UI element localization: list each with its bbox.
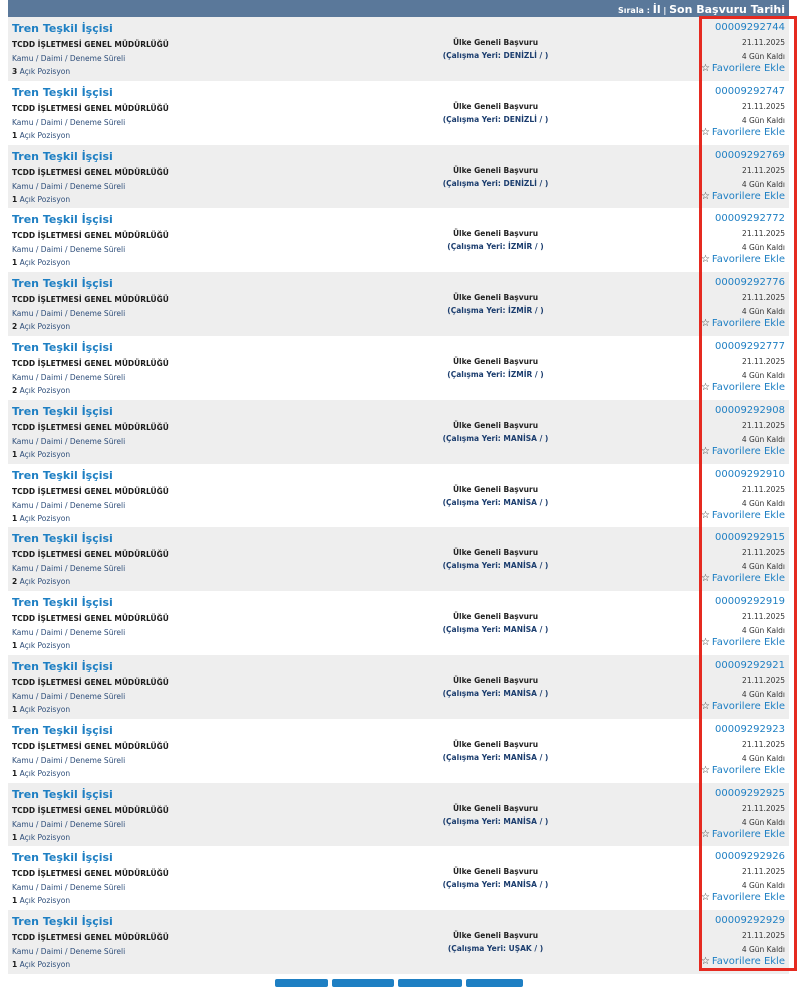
open-positions <box>12 577 70 586</box>
add-to-favorites-button[interactable] <box>690 892 785 903</box>
employment-type: Kamu / Daimi / Deneme Süreli <box>12 181 126 191</box>
days-remaining: 4 Gün Kaldı <box>741 562 785 572</box>
days-remaining: 4 Gün Kaldı <box>741 434 785 444</box>
job-title-link[interactable]: Tren Teşkil İşçisi <box>12 85 113 99</box>
days-remaining: 4 Gün Kaldı <box>741 115 785 125</box>
days-remaining: 4 Gün Kaldı <box>741 626 785 636</box>
work-location: (Çalışma Yeri: DENİZLİ / ) <box>442 51 549 60</box>
open-positions <box>12 386 70 395</box>
sort-prefix: Sırala : <box>617 6 653 15</box>
organization-name: TCDD İŞLETMESİ GENEL MÜDÜRLÜĞÜ <box>12 869 169 879</box>
organization-name: TCDD İŞLETMESİ GENEL MÜDÜRLÜĞÜ <box>12 358 169 368</box>
star-icon: ☆ <box>700 509 710 521</box>
open-positions-count: 1 <box>12 960 18 970</box>
employment-type: Kamu / Daimi / Deneme Süreli <box>12 309 126 319</box>
days-remaining: 4 Gün Kaldı <box>741 881 785 891</box>
favorites-label: Favorilere Ekle <box>711 445 785 457</box>
work-location: (Çalışma Yeri: DENİZLİ / ) <box>442 114 549 124</box>
star-icon: ☆ <box>700 764 710 776</box>
job-id-link[interactable]: 00009292777 <box>715 340 785 352</box>
employment-type: Kamu / Daimi / Deneme Süreli <box>12 245 126 255</box>
open-positions-label: Açık Pozisyon <box>19 258 71 268</box>
add-to-favorites-button[interactable] <box>690 829 785 840</box>
deadline-date: 21.11.2025 <box>742 101 785 111</box>
work-location: (Çalışma Yeri: MANİSA / ) <box>442 880 549 890</box>
open-positions <box>12 514 70 523</box>
job-title-link[interactable]: Tren Teşkil İşçisi <box>12 787 113 801</box>
job-title-link[interactable]: Tren Teşkil İşçisi <box>12 22 113 35</box>
open-positions-count: 1 <box>12 768 18 778</box>
organization-name: TCDD İŞLETMESİ GENEL MÜDÜRLÜĞÜ <box>12 741 169 751</box>
favorites-label: Favorilere Ekle <box>711 892 785 904</box>
open-positions-label: Açık Pozisyon <box>19 130 71 140</box>
job-row <box>8 17 789 81</box>
favorites-label: Favorilere Ekle <box>711 381 785 393</box>
job-row <box>8 208 789 272</box>
application-scope: Ülke Geneli Başvuru <box>452 101 539 111</box>
employment-type: Kamu / Daimi / Deneme Süreli <box>12 500 126 510</box>
job-row <box>8 591 789 655</box>
favorites-label: Favorilere Ekle <box>711 956 785 968</box>
open-positions-count: 2 <box>12 577 18 587</box>
star-icon: ☆ <box>700 190 710 202</box>
job-row <box>8 145 789 209</box>
work-location: (Çalışma Yeri: MANİSA / ) <box>442 688 549 698</box>
favorites-label: Favorilere Ekle <box>711 573 785 585</box>
application-scope: Ülke Geneli Başvuru <box>452 420 539 430</box>
days-remaining: 4 Gün Kaldı <box>741 52 785 61</box>
work-location: (Çalışma Yeri: MANİSA / ) <box>442 433 549 443</box>
star-icon: ☆ <box>700 318 710 330</box>
organization-name: TCDD İŞLETMESİ GENEL MÜDÜRLÜĞÜ <box>12 614 169 624</box>
star-icon: ☆ <box>700 637 710 649</box>
open-positions-count: 1 <box>12 449 18 459</box>
work-location: (Çalışma Yeri: DENİZLİ / ) <box>442 178 549 188</box>
job-row <box>8 527 789 591</box>
open-positions-label: Açık Pozisyon <box>19 385 71 395</box>
open-positions <box>12 641 70 650</box>
add-to-favorites-button[interactable] <box>690 510 785 521</box>
favorites-label: Favorilere Ekle <box>711 700 785 712</box>
open-positions-label: Açık Pozisyon <box>19 322 71 332</box>
job-listing <box>8 17 789 974</box>
deadline-date: 21.11.2025 <box>742 548 785 558</box>
employment-type: Kamu / Daimi / Deneme Süreli <box>12 628 126 638</box>
application-scope: Ülke Geneli Başvuru <box>452 867 539 877</box>
job-title-link[interactable]: Tren Teşkil İşçisi <box>12 915 113 929</box>
open-positions-label: Açık Pozisyon <box>19 449 71 459</box>
add-to-favorites-button[interactable] <box>690 318 785 329</box>
favorites-label: Favorilere Ekle <box>711 126 785 138</box>
job-row <box>8 846 789 910</box>
job-row <box>8 783 789 847</box>
open-positions-label: Açık Pozisyon <box>19 67 71 76</box>
open-positions-label: Açık Pozisyon <box>19 194 71 204</box>
employment-type: Kamu / Daimi / Deneme Süreli <box>12 883 126 893</box>
open-positions <box>12 705 70 714</box>
days-remaining: 4 Gün Kaldı <box>741 243 785 253</box>
deadline-date: 21.11.2025 <box>742 484 785 494</box>
add-to-favorites-button[interactable] <box>690 765 785 776</box>
employment-type: Kamu / Daimi / Deneme Süreli <box>12 947 126 957</box>
employment-type: Kamu / Daimi / Deneme Süreli <box>12 691 126 701</box>
add-to-favorites-button[interactable] <box>690 127 785 138</box>
favorites-label: Favorilere Ekle <box>711 190 785 202</box>
job-id-link[interactable]: 00009292925 <box>715 787 785 799</box>
work-location: (Çalışma Yeri: İZMİR / ) <box>447 306 544 316</box>
application-scope: Ülke Geneli Başvuru <box>452 165 539 175</box>
employment-type: Kamu / Daimi / Deneme Süreli <box>12 117 126 127</box>
deadline-date: 21.11.2025 <box>742 165 785 175</box>
favorites-label: Favorilere Ekle <box>711 63 785 74</box>
job-id-link[interactable]: 00009292921 <box>715 659 785 671</box>
job-title-link[interactable]: Tren Teşkil İşçisi <box>12 149 113 163</box>
deadline-date: 21.11.2025 <box>742 356 785 366</box>
job-id-link[interactable]: 00009292776 <box>715 277 785 289</box>
job-id-link[interactable]: 00009292923 <box>715 723 785 735</box>
star-icon: ☆ <box>700 381 710 393</box>
application-scope: Ülke Geneli Başvuru <box>452 356 539 366</box>
open-positions-label: Açık Pozisyon <box>19 832 71 842</box>
job-id-link[interactable]: 00009292769 <box>715 149 785 161</box>
open-positions-count: 1 <box>12 194 18 204</box>
job-row <box>8 272 789 336</box>
open-positions-label: Açık Pozisyon <box>19 641 71 651</box>
favorites-label: Favorilere Ekle <box>711 764 785 776</box>
job-title-link[interactable]: Tren Teşkil İşçisi <box>12 213 113 227</box>
job-id-link[interactable]: 00009292772 <box>715 213 785 225</box>
favorites-label: Favorilere Ekle <box>711 318 785 330</box>
application-scope: Ülke Geneli Başvuru <box>452 548 539 558</box>
days-remaining: 4 Gün Kaldı <box>741 945 785 955</box>
add-to-favorites-button[interactable] <box>690 956 785 967</box>
work-location: (Çalışma Yeri: MANİSA / ) <box>442 816 549 826</box>
open-positions <box>12 833 70 842</box>
deadline-date: 21.11.2025 <box>742 931 785 941</box>
open-positions-count: 1 <box>12 130 18 140</box>
days-remaining: 4 Gün Kaldı <box>741 179 785 189</box>
job-id-link[interactable]: 00009292919 <box>715 596 785 608</box>
favorites-label: Favorilere Ekle <box>711 254 785 266</box>
work-location: (Çalışma Yeri: MANİSA / ) <box>442 752 549 762</box>
work-location: (Çalışma Yeri: MANİSA / ) <box>442 497 549 507</box>
add-to-favorites-button[interactable] <box>690 191 785 202</box>
deadline-date: 21.11.2025 <box>742 803 785 813</box>
open-positions <box>12 896 70 905</box>
open-positions-count: 1 <box>12 704 18 714</box>
deadline-date: 21.11.2025 <box>742 38 785 47</box>
application-scope: Ülke Geneli Başvuru <box>452 484 539 494</box>
work-location: (Çalışma Yeri: MANİSA / ) <box>442 561 549 571</box>
job-title-link[interactable]: Tren Teşkil İşçisi <box>12 851 113 865</box>
application-scope: Ülke Geneli Başvuru <box>452 38 539 47</box>
work-location: (Çalışma Yeri: İZMİR / ) <box>447 369 544 379</box>
open-positions-label: Açık Pozisyon <box>19 960 71 970</box>
job-id-link[interactable]: 00009292744 <box>715 22 785 33</box>
deadline-date: 21.11.2025 <box>742 612 785 622</box>
sort-separator: | <box>660 6 670 15</box>
application-scope: Ülke Geneli Başvuru <box>452 931 539 941</box>
work-location: (Çalışma Yeri: MANİSA / ) <box>442 625 549 635</box>
open-positions-count: 2 <box>12 385 18 395</box>
job-title-link[interactable]: Tren Teşkil İşçisi <box>12 659 113 673</box>
work-location: (Çalışma Yeri: İZMİR / ) <box>447 242 544 252</box>
organization-name: TCDD İŞLETMESİ GENEL MÜDÜRLÜĞÜ <box>12 550 169 560</box>
days-remaining: 4 Gün Kaldı <box>741 498 785 508</box>
sort-option-il[interactable]: İl <box>652 3 661 16</box>
days-remaining: 4 Gün Kaldı <box>741 817 785 827</box>
star-icon: ☆ <box>700 828 710 840</box>
job-title-link[interactable]: Tren Teşkil İşçisi <box>12 596 113 610</box>
star-icon: ☆ <box>700 700 710 712</box>
favorites-label: Favorilere Ekle <box>711 637 785 649</box>
add-to-favorites-button[interactable] <box>690 446 785 457</box>
add-to-favorites-button[interactable] <box>690 701 785 712</box>
employment-type: Kamu / Daimi / Deneme Süreli <box>12 564 126 574</box>
organization-name: TCDD İŞLETMESİ GENEL MÜDÜRLÜĞÜ <box>12 677 169 687</box>
page-button[interactable] <box>275 979 328 987</box>
open-positions-count: 2 <box>12 322 18 332</box>
favorites-label: Favorilere Ekle <box>711 509 785 521</box>
employment-type: Kamu / Daimi / Deneme Süreli <box>12 819 126 829</box>
job-row <box>8 336 789 400</box>
employment-type: Kamu / Daimi / Deneme Süreli <box>12 436 126 446</box>
open-positions-label: Açık Pozisyon <box>19 513 71 523</box>
job-title-link[interactable]: Tren Teşkil İşçisi <box>12 532 113 546</box>
job-row <box>8 655 789 719</box>
employment-type: Kamu / Daimi / Deneme Süreli <box>12 54 126 63</box>
job-title-link[interactable]: Tren Teşkil İşçisi <box>12 340 113 354</box>
job-title-link[interactable]: Tren Teşkil İşçisi <box>12 404 113 418</box>
job-row <box>8 910 789 974</box>
add-to-favorites-button[interactable] <box>690 382 785 393</box>
deadline-date: 21.11.2025 <box>742 229 785 239</box>
job-id-link[interactable]: 00009292915 <box>715 532 785 544</box>
pagination <box>0 976 812 982</box>
job-id-link[interactable]: 00009292747 <box>715 85 785 97</box>
open-positions-count: 1 <box>12 832 18 842</box>
add-to-favorites-button[interactable] <box>690 63 785 74</box>
application-scope: Ülke Geneli Başvuru <box>452 803 539 813</box>
deadline-date: 21.11.2025 <box>742 420 785 430</box>
job-title-link[interactable]: Tren Teşkil İşçisi <box>12 468 113 482</box>
deadline-date: 21.11.2025 <box>742 675 785 685</box>
application-scope: Ülke Geneli Başvuru <box>452 612 539 622</box>
open-positions <box>12 960 70 969</box>
job-row <box>8 400 789 464</box>
job-row <box>8 719 789 783</box>
organization-name: TCDD İŞLETMESİ GENEL MÜDÜRLÜĞÜ <box>12 167 169 177</box>
open-positions-count: 1 <box>12 896 18 906</box>
star-icon: ☆ <box>700 254 710 266</box>
add-to-favorites-button[interactable] <box>690 254 785 265</box>
employment-type: Kamu / Daimi / Deneme Süreli <box>12 755 126 765</box>
add-to-favorites-button[interactable] <box>690 637 785 648</box>
star-icon: ☆ <box>700 63 710 74</box>
deadline-date: 21.11.2025 <box>742 739 785 749</box>
organization-name: TCDD İŞLETMESİ GENEL MÜDÜRLÜĞÜ <box>12 422 169 432</box>
deadline-date: 21.11.2025 <box>742 867 785 877</box>
star-icon: ☆ <box>700 126 710 138</box>
organization-name: TCDD İŞLETMESİ GENEL MÜDÜRLÜĞÜ <box>12 933 169 943</box>
sort-option-deadline[interactable]: Son Başvuru Tarihi <box>669 3 785 16</box>
favorites-label: Favorilere Ekle <box>711 828 785 840</box>
organization-name: TCDD İŞLETMESİ GENEL MÜDÜRLÜĞÜ <box>12 486 169 496</box>
open-positions <box>12 450 70 459</box>
open-positions <box>12 195 70 204</box>
open-positions-label: Açık Pozisyon <box>19 896 71 906</box>
star-icon: ☆ <box>700 573 710 585</box>
organization-name: TCDD İŞLETMESİ GENEL MÜDÜRLÜĞÜ <box>12 40 169 49</box>
star-icon: ☆ <box>700 892 710 904</box>
open-positions <box>12 769 70 778</box>
sort-bar <box>8 0 789 17</box>
organization-name: TCDD İŞLETMESİ GENEL MÜDÜRLÜĞÜ <box>12 295 169 305</box>
job-row <box>8 464 789 528</box>
organization-name: TCDD İŞLETMESİ GENEL MÜDÜRLÜĞÜ <box>12 231 169 241</box>
job-title-link[interactable]: Tren Teşkil İşçisi <box>12 277 113 291</box>
deadline-date: 21.11.2025 <box>742 293 785 303</box>
open-positions <box>12 258 70 267</box>
job-id-link[interactable]: 00009292910 <box>715 468 785 480</box>
open-positions <box>12 67 70 76</box>
open-positions-label: Açık Pozisyon <box>19 768 71 778</box>
open-positions-count: 1 <box>12 641 18 651</box>
days-remaining: 4 Gün Kaldı <box>741 689 785 699</box>
open-positions-count: 3 <box>12 67 18 76</box>
open-positions-count: 1 <box>12 513 18 523</box>
star-icon: ☆ <box>700 956 710 968</box>
page-button[interactable] <box>398 979 462 987</box>
job-title-link[interactable]: Tren Teşkil İşçisi <box>12 723 113 737</box>
open-positions-label: Açık Pozisyon <box>19 577 71 587</box>
organization-name: TCDD İŞLETMESİ GENEL MÜDÜRLÜĞÜ <box>12 103 169 113</box>
days-remaining: 4 Gün Kaldı <box>741 753 785 763</box>
application-scope: Ülke Geneli Başvuru <box>452 739 539 749</box>
days-remaining: 4 Gün Kaldı <box>741 307 785 317</box>
job-id-link[interactable]: 00009292926 <box>715 851 785 863</box>
application-scope: Ülke Geneli Başvuru <box>452 229 539 239</box>
days-remaining: 4 Gün Kaldı <box>741 370 785 380</box>
job-id-link[interactable]: 00009292929 <box>715 915 785 927</box>
open-positions-count: 1 <box>12 258 18 268</box>
application-scope: Ülke Geneli Başvuru <box>452 675 539 685</box>
star-icon: ☆ <box>700 445 710 457</box>
employment-type: Kamu / Daimi / Deneme Süreli <box>12 372 126 382</box>
application-scope: Ülke Geneli Başvuru <box>452 293 539 303</box>
add-to-favorites-button[interactable] <box>690 573 785 584</box>
job-id-link[interactable]: 00009292908 <box>715 404 785 416</box>
open-positions <box>12 322 70 331</box>
organization-name: TCDD İŞLETMESİ GENEL MÜDÜRLÜĞÜ <box>12 805 169 815</box>
work-location: (Çalışma Yeri: UŞAK / ) <box>447 944 544 954</box>
page-button[interactable] <box>332 979 394 987</box>
page-button[interactable] <box>466 979 523 987</box>
open-positions-label: Açık Pozisyon <box>19 704 71 714</box>
open-positions <box>12 131 70 140</box>
job-row <box>8 81 789 145</box>
